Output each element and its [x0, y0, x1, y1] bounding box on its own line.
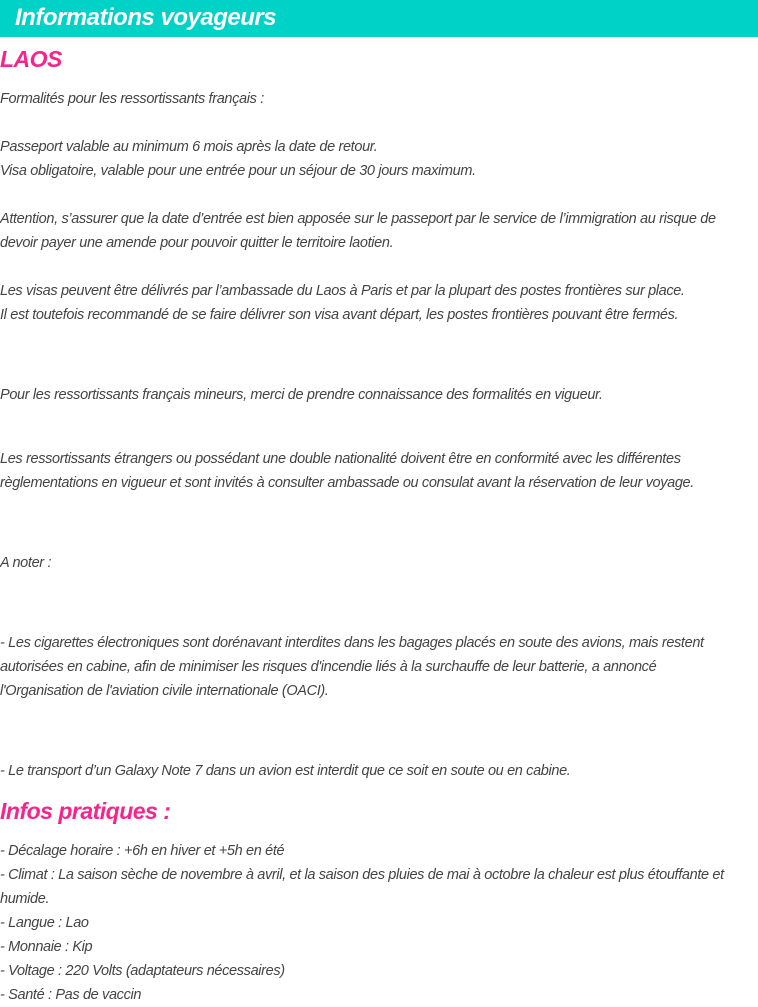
attention-text-2: devoir payer une amende pour pouvoir quitter le territoire laotien.	[0, 235, 394, 251]
visa-text: Visa obligatoire, valable pour une entrée pour un séjour de 30 jours maximum.	[0, 163, 476, 179]
language-item: - Langue : Lao	[0, 915, 89, 931]
country-title: LAOS	[0, 46, 62, 72]
currency-item: - Monnaie : Kip	[0, 939, 93, 955]
page-title: Informations voyageurs	[15, 4, 277, 31]
minors-text: Pour les ressortissants français mineurs, merci de prendre connaissance des formalités en vigueur.	[0, 387, 603, 403]
health-item: - Santé : Pas de vaccin	[0, 987, 142, 1003]
ecig-text-1: - Les cigarettes électroniques sont dorénavant interdites dans les bagages placés en soute des avions, mais restent	[0, 635, 704, 651]
visa-delivery-text-2: Il est toutefois recommandé de se faire délivrer son visa avant départ, les postes frontières pouvant être fermés.	[0, 307, 679, 323]
header-bar	[0, 0, 758, 37]
climate-item-2: humide.	[0, 891, 50, 907]
timezone-item: - Décalage horaire : +6h en hiver et +5h en été	[0, 843, 285, 859]
foreigners-text-1: Les ressortissants étrangers ou possédant une double nationalité doivent être en conformité avec les différentes	[0, 451, 681, 467]
practical-info-title: Infos pratiques :	[0, 798, 171, 824]
formalities-intro: Formalités pour les ressortissants français :	[0, 91, 264, 107]
galaxy-note-text: - Le transport d’un Galaxy Note 7 dans un avion est interdit que ce soit en soute ou en cabine.	[0, 763, 571, 779]
foreigners-text-2: règlementations en vigueur et sont invités à consulter ambassade ou consulat avant la réservation de leur voyage.	[0, 475, 694, 491]
ecig-text-2: autorisées en cabine, afin de minimiser les risques d'incendie liés à la surchauffe de leur batterie, a annoncé	[0, 659, 657, 675]
voltage-item: - Voltage : 220 Volts (adaptateurs nécessaires)	[0, 963, 285, 979]
attention-text-1: Attention, s’assurer que la date d’entrée est bien apposée sur le passeport par le service de l’immigration au risque de	[0, 211, 716, 227]
ecig-text-3: l'Organisation de l'aviation civile internationale (OACI).	[0, 683, 329, 699]
note-label: A noter :	[0, 555, 52, 571]
climate-item-1: - Climat : La saison sèche de novembre à avril, et la saison des pluies de mai à octobre la chaleur est plus étouffante et	[0, 867, 724, 883]
passport-text: Passeport valable au minimum 6 mois après la date de retour.	[0, 139, 378, 155]
visa-delivery-text-1: Les visas peuvent être délivrés par l’ambassade du Laos à Paris et par la plupart des postes frontières sur place.	[0, 283, 685, 299]
